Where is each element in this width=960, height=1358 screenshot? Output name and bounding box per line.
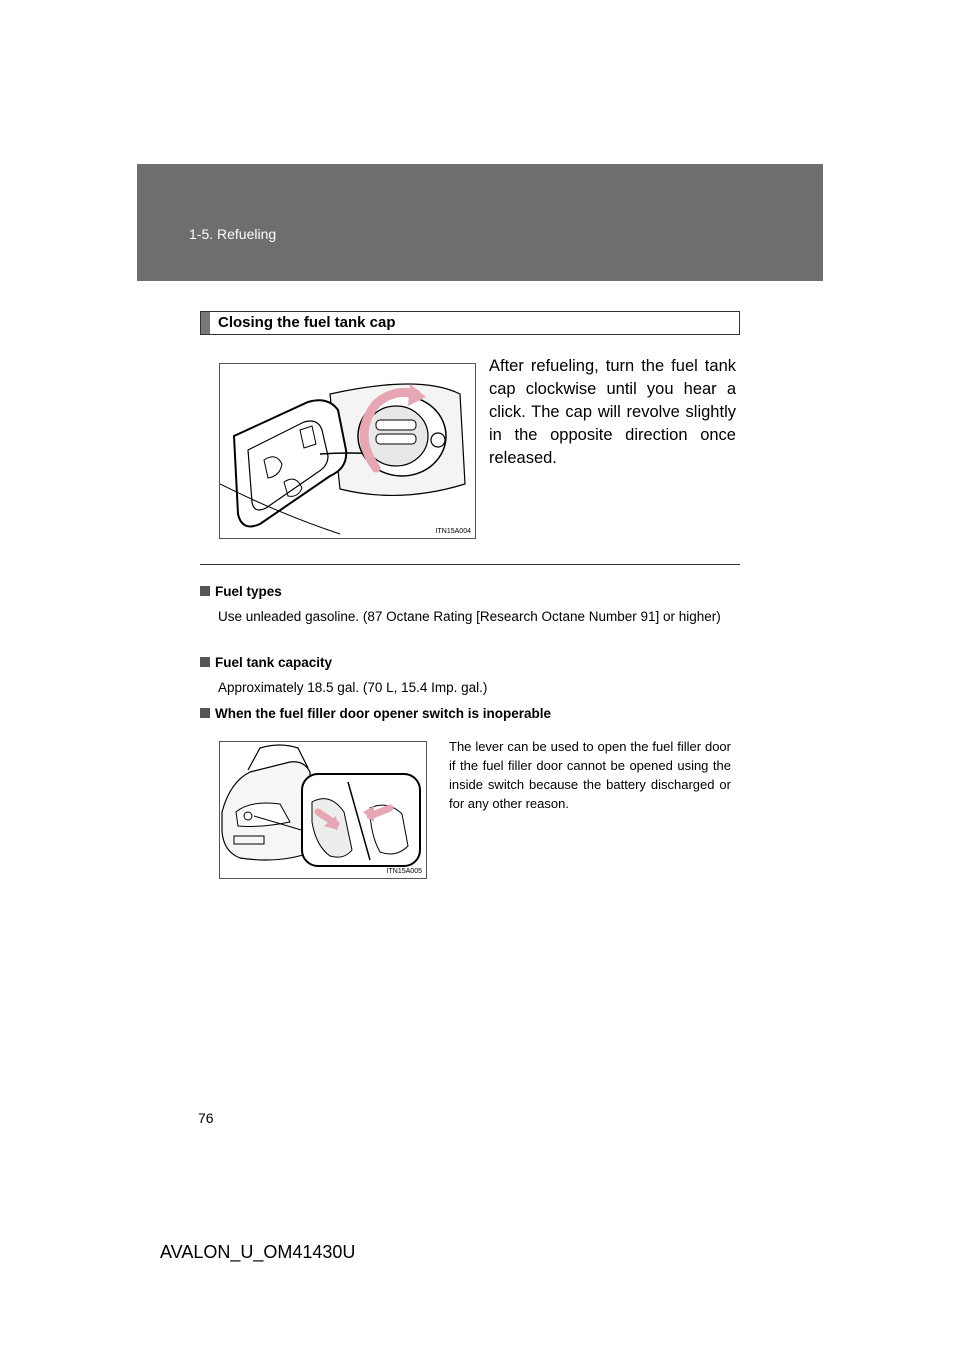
figure-code: ITN15A005 (386, 868, 422, 875)
note-bullet (200, 657, 210, 667)
fuel-cap-drawing (220, 364, 475, 538)
note-heading-opener (200, 706, 551, 721)
note-heading-capacity (200, 655, 332, 670)
note-bullet (200, 586, 210, 596)
section-label: 1-5. Refueling (189, 226, 277, 242)
closing-instructions: After refueling, turn the fuel tank cap clockwise until you hear a click. The cap will revolve slightly in the opposite direction once released. (489, 357, 736, 467)
section-title: Closing the fuel tank cap (218, 314, 396, 331)
section-title-box (200, 311, 740, 335)
section-divider (200, 564, 740, 565)
fuel-cap-illustration (219, 363, 476, 539)
trunk-lever-illustration (219, 741, 427, 879)
note-bullet (200, 708, 210, 718)
title-marker (201, 312, 210, 334)
document-code: AVALON_U_OM41430U (160, 1242, 356, 1262)
note-heading-text: Fuel types (215, 584, 282, 599)
note-text-capacity: Approximately 18.5 gal. (70 L, 15.4 Imp. gal.) (218, 680, 488, 695)
trunk-lever-drawing (220, 742, 426, 878)
note-heading-fuel-types (200, 584, 282, 599)
chapter-header-band (137, 164, 823, 281)
figure-code: ITN15A004 (435, 528, 471, 535)
note-heading-text: When the fuel filler door opener switch is inoperable (215, 706, 552, 721)
note-text-fuel-types: Use unleaded gasoline. (87 Octane Rating [Research Octane Number 91] or higher) (218, 609, 721, 624)
note-text-opener: The lever can be used to open the fuel filler door if the fuel filler door cannot be opened using the inside switch because the battery discharged or for any other reason. (449, 739, 731, 811)
page-number: 76 (198, 1110, 214, 1126)
note-heading-text: Fuel tank capacity (215, 655, 333, 670)
